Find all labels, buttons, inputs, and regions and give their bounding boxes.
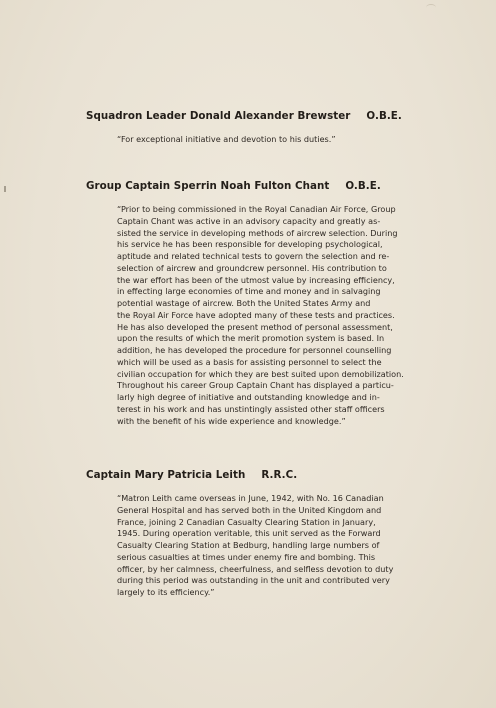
- citation-line: selection of aircrew and groundcrew personnel. His contribution to: [117, 262, 387, 273]
- citation-line: “For exceptional initiative and devotion to his duties.”: [117, 134, 336, 144]
- citation-line: “Matron Leith came overseas in June, 1942, with No. 16 Canadian: [117, 493, 384, 503]
- entry-heading: [86, 180, 431, 192]
- citation-line: civilian occupation for which they are best suited upon demobilization.: [117, 368, 404, 379]
- citation-line: France, joining 2 Canadian Casualty Clearing Station in January,: [117, 516, 376, 527]
- recipient-name: Squadron Leader Donald Alexander Brewster: [86, 110, 351, 122]
- citation-line: in effecting large economies of time and money and in salvaging: [117, 286, 381, 297]
- citation-line: 1945. During operation veritable, this unit served as the Forward: [117, 528, 381, 539]
- citation-line: aptitude and related technical tests to govern the selection and re-: [117, 251, 390, 261]
- citation-line: the war effort has been of the utmost value by increasing efficiency,: [117, 274, 395, 285]
- citation-line: potential wastage of aircrew. Both the United States Army and: [117, 298, 371, 308]
- page-corner-mark: [426, 4, 436, 11]
- citation-line: during this period was outstanding in the unit and contributed very: [117, 575, 390, 586]
- citation-line: “Prior to being commissioned in the Royal Canadian Air Force, Group: [117, 204, 396, 214]
- entry-heading: [86, 469, 431, 481]
- citation-line: He has also developed the present method of personal assessment,: [117, 321, 393, 332]
- citation-entry-leith: [86, 469, 431, 599]
- citation-line: with the benefit of his wide experience and knowledge.”: [117, 415, 346, 426]
- citation-line: terest in his work and has unstintingly assisted other staff officers: [117, 403, 385, 414]
- citation-text: [117, 134, 421, 146]
- citation-entry-chant: [86, 180, 431, 427]
- citation-line: Throughout his career Group Captain Chant has displayed a particu-: [117, 380, 394, 391]
- citation-line: General Hospital and has served both in the United Kingdom and: [117, 504, 382, 515]
- citation-line: sisted the service in developing methods of aircrew selection. During: [117, 227, 398, 238]
- citation-line: the Royal Air Force have adopted many of these tests and practices.: [117, 309, 395, 320]
- citation-line: upon the results of which the merit promotion system is based. In: [117, 333, 385, 344]
- award-designation: R.R.C.: [261, 469, 298, 481]
- recipient-name: Captain Mary Patricia Leith: [86, 469, 246, 481]
- citation-text: [117, 493, 421, 599]
- citation-line: larly high degree of initiative and outstanding knowledge and in-: [117, 392, 380, 402]
- citation-entry-brewster: [86, 110, 431, 146]
- citation-line: addition, he has developed the procedure for personnel counselling: [117, 345, 392, 355]
- award-designation: O.B.E.: [366, 110, 402, 122]
- recipient-name: Group Captain Sperrin Noah Fulton Chant: [86, 180, 330, 192]
- citation-line: Captain Chant was active in an advisory capacity and greatly as-: [117, 215, 381, 226]
- page-edge-mark: [4, 186, 6, 192]
- citation-line: largely to its efficiency.”: [117, 587, 215, 597]
- citation-line: which will be used as a basis for assisting personnel to select the: [117, 356, 382, 367]
- award-designation: O.B.E.: [345, 180, 381, 192]
- citation-line: Casualty Clearing Station at Bedburg, handling large numbers of: [117, 540, 380, 550]
- citation-line: officer, by her calmness, cheerfulness, and selfless devotion to duty: [117, 563, 394, 574]
- citation-text: [117, 204, 421, 427]
- citation-line: serious casualties at times under enemy fire and bombing. This: [117, 551, 376, 562]
- citation-line: his service he has been responsible for developing psychological,: [117, 239, 383, 250]
- entry-heading: [86, 110, 431, 122]
